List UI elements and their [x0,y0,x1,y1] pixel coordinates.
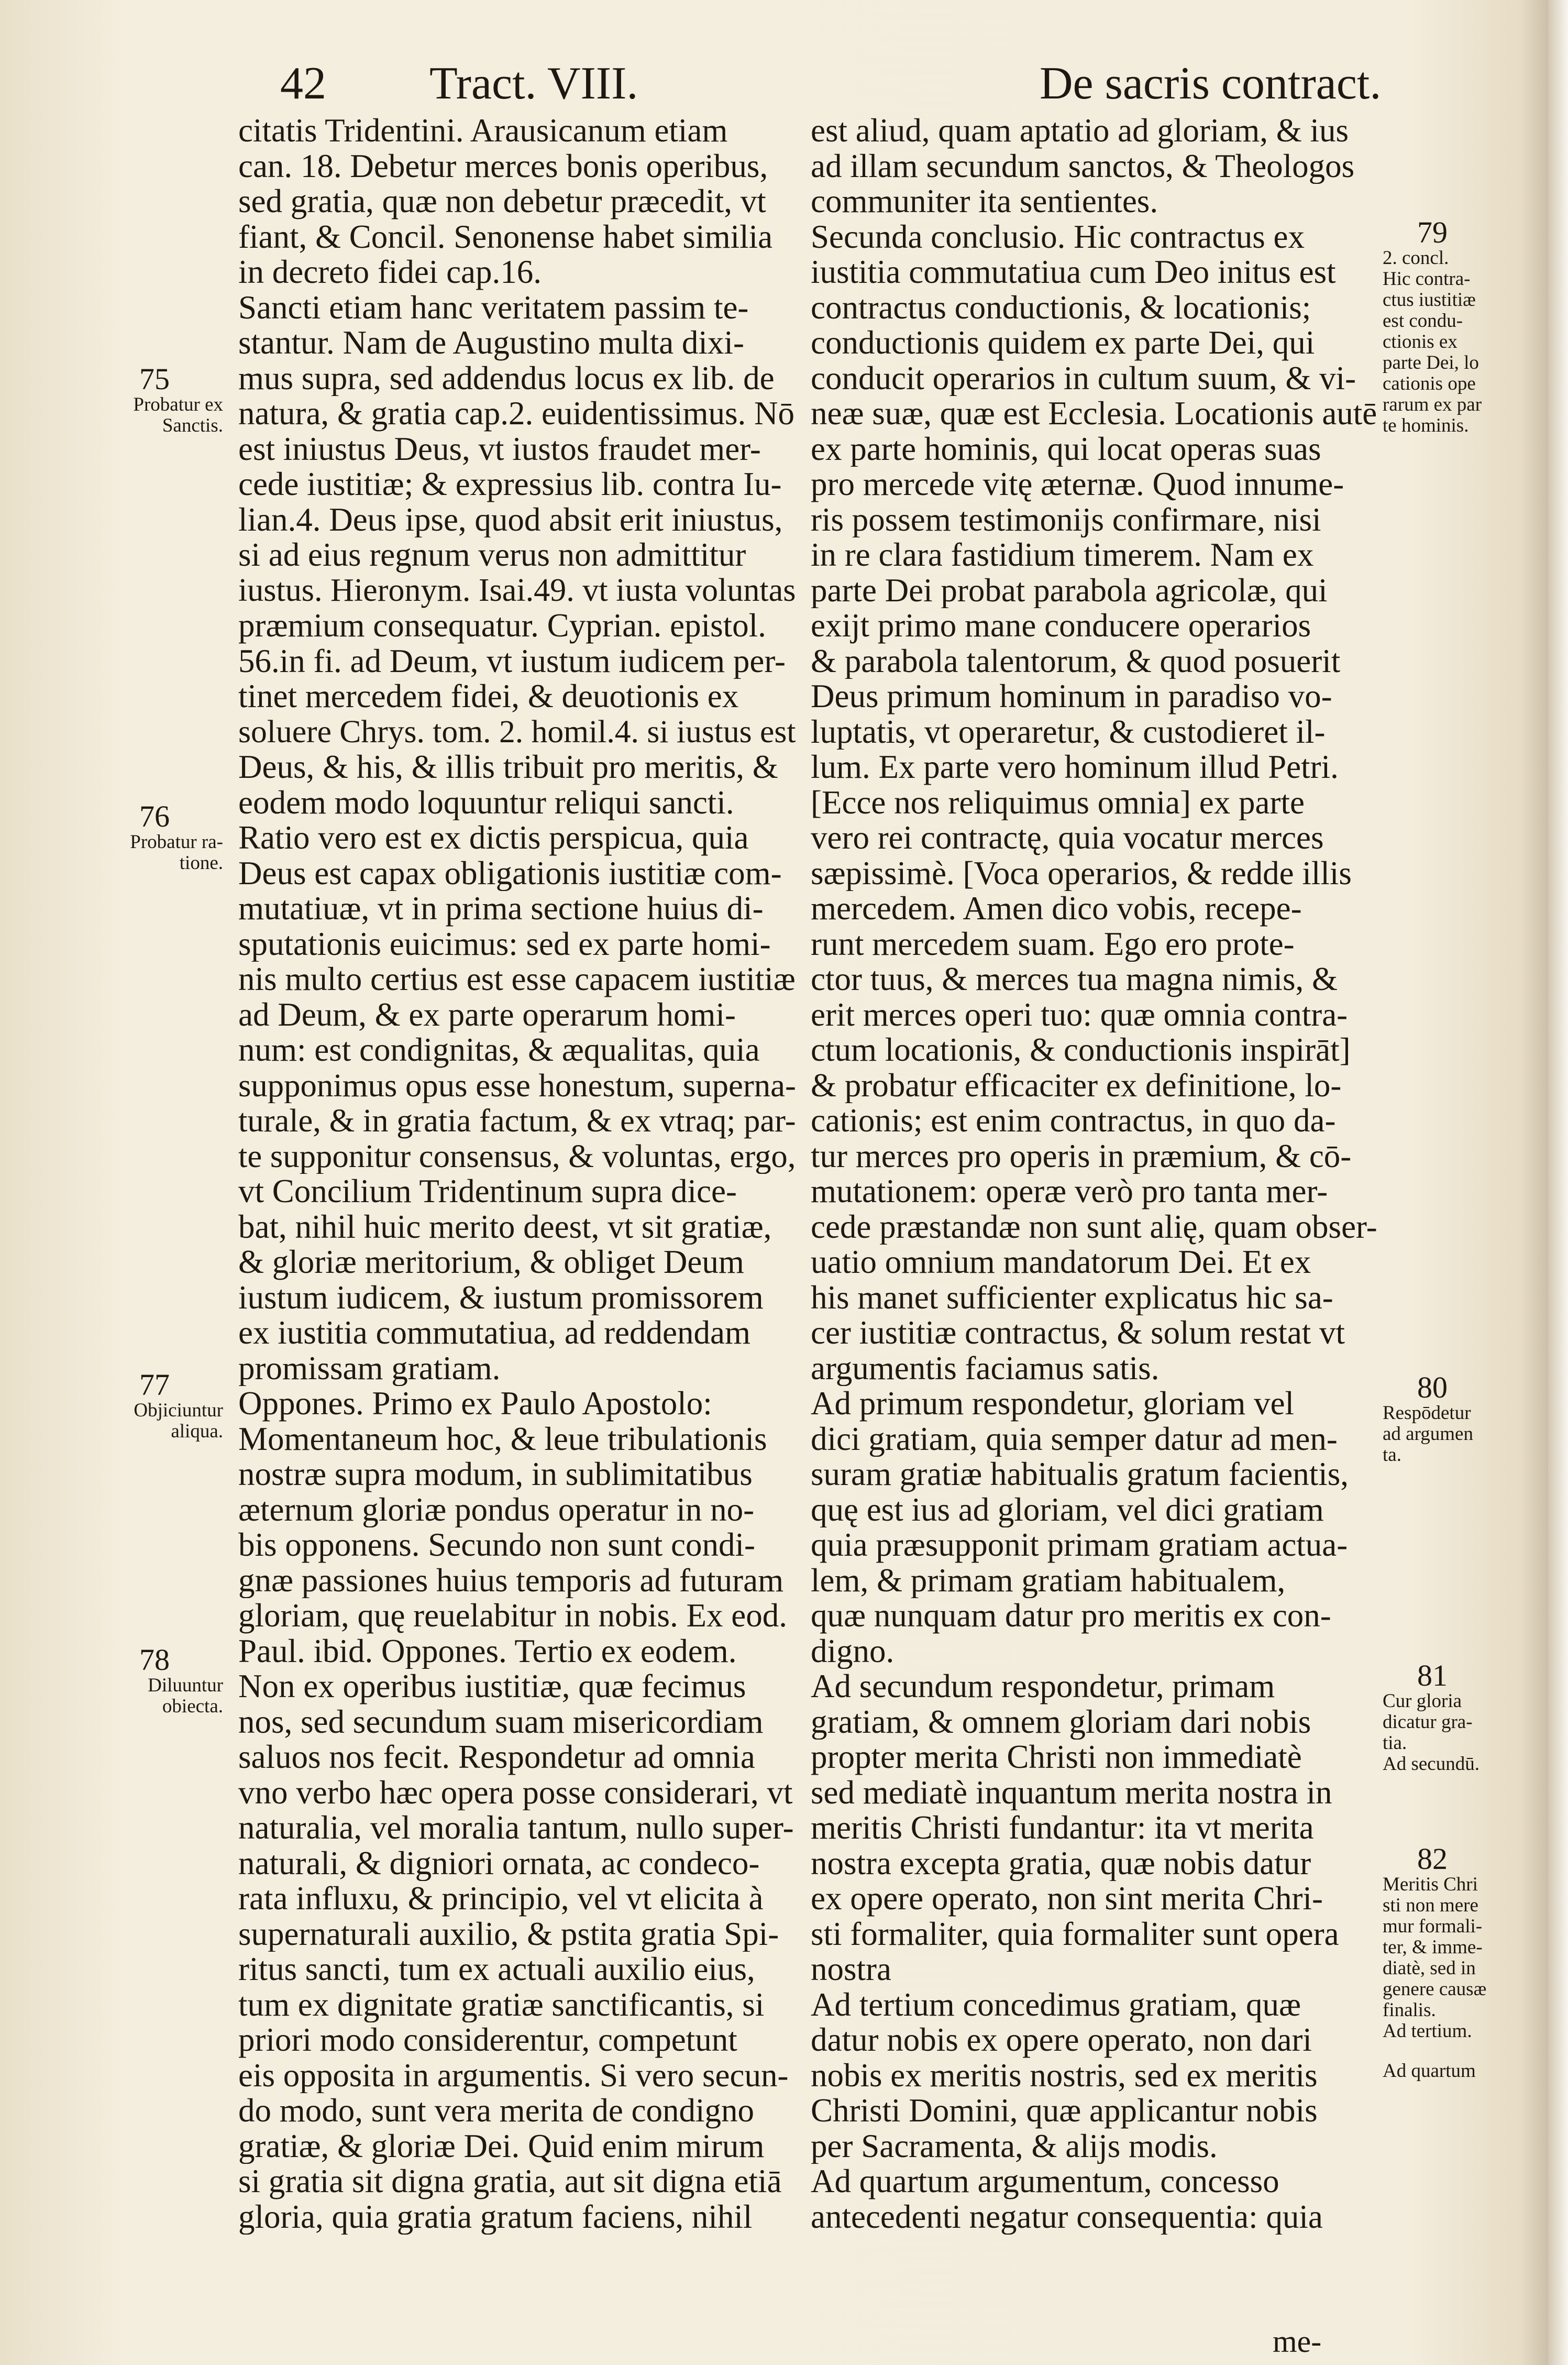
text-line: conductionis quidem ex parte Dei, qui [811,325,1315,361]
margin-note-line: Ad quartum [1383,2060,1476,2082]
margin-note-line: tione. [179,852,223,874]
text-line: cede præstandæ non sunt alię, quam obser- [811,1209,1377,1245]
text-line: communiter ita sentientes. [811,184,1158,219]
text-line: mutationem: operæ verò pro tanta mer- [811,1174,1328,1209]
text-line: iustitia commutatiua cum Deo initus est [811,255,1336,290]
text-line: cer iustitiæ contractus, & solum restat vt [811,1315,1345,1351]
text-line: te supponitur consensus, & voluntas, ergo, [238,1138,796,1174]
text-line: Ad quartum argumentum, concesso [811,2164,1279,2199]
text-line: supernaturali auxilio, & pstita gratia Spi- [238,1916,779,1952]
text-line: dici gratiam, quia semper datur ad men- [811,1421,1338,1457]
text-line: Ratio vero est ex dictis perspicua, quia [238,820,749,856]
text-line: Momentaneum hoc, & leue tribulationis [238,1421,767,1457]
margin-note-line: te hominis. [1383,415,1469,436]
text-line: gratiam, & omnem gloriam dari nobis [811,1704,1311,1740]
text-line: ex opere operato, non sint merita Chri- [811,1881,1323,1917]
paragraph-number: 77 [139,1368,170,1402]
margin-note [1383,217,1540,436]
text-line: lian.4. Deus ipse, quod absit erit iniustus, [238,502,783,537]
text-line: & parabola talentorum, & quod posuerit [811,643,1341,679]
text-line: can. 18. Debetur merces bonis operibus, [238,148,768,184]
margin-note [1383,1372,1540,1466]
text-line: Oppones. Primo ex Paulo Apostolo: [238,1386,712,1422]
margin-note-line: est condu- [1383,310,1463,332]
text-line: nos, sed secundum suam misericordiam [238,1704,764,1740]
page-number: 42 [280,58,326,109]
text-line: promissam gratiam. [238,1350,501,1386]
margin-note-line: ter, & imme- [1383,1937,1483,1958]
text-line: citatis Tridentini. Arausicanum etiam [238,113,728,149]
text-line: vno verbo hæc opera posse considerari, vt [238,1775,793,1810]
text-line: Deus, & his, & illis tribuit pro meritis, & [238,750,778,785]
text-line: mutatiuæ, vt in prima sectione huius di- [238,891,764,927]
text-line: gloriam, quę reuelabitur in nobis. Ex eod. [238,1598,787,1634]
text-line: num: est condignitas, & æqualitas, quia [238,1032,760,1068]
margin-note-line: parte Dei, lo [1383,352,1479,373]
text-line: tum ex dignitate gratiæ sanctificantis, si [238,1987,765,2022]
text-line: saluos nos fecit. Respondetur ad omnia [238,1740,755,1775]
text-line: erit merces operi tuo: quæ omnia contra- [811,997,1348,1032]
text-line: ctor tuus, & merces tua magna nimis, & [811,962,1338,997]
text-line: neæ suæ, quæ est Ecclesia. Locationis autē [811,396,1377,432]
margin-note-line: tia. [1383,1732,1407,1754]
text-line: sed mediatè inquantum merita nostra in [811,1775,1332,1810]
text-line: Ad primum respondetur, gloriam vel [811,1386,1295,1422]
margin-note-line: Ad tertium. [1383,2020,1472,2042]
text-line: argumentis faciamus satis. [811,1350,1160,1386]
margin-note-line: genere causæ [1383,1978,1487,2000]
text-line: naturali, & digniori ornata, ac condeco- [238,1845,760,1881]
text-line: lum. Ex parte vero hominum illud Petri. [811,750,1339,785]
text-line: contractus conductionis, & locationis; [811,290,1311,325]
margin-note-line: 2. concl. [1383,247,1449,269]
margin-note-line: Respōdetur [1383,1402,1471,1424]
margin-note-line: Meritis Chri [1383,1874,1478,1895]
text-line: datur nobis ex opere operato, non dari [811,2022,1312,2058]
text-line: gnæ passiones huius temporis ad futuram [238,1563,784,1598]
text-line: iustum iudicem, & iustum promissorem [238,1280,764,1315]
margin-note-line: ta. [1383,1444,1401,1466]
text-line: quę est ius ad gloriam, vel dici gratiam [811,1492,1324,1527]
text-line: Deus primum hominum in paradiso vo- [811,679,1332,714]
margin-note-line: ad argumen [1383,1423,1473,1445]
text-line: mercedem. Amen dico vobis, recepe- [811,891,1302,927]
text-line: vt Concilium Tridentinum supra dice- [238,1174,737,1209]
margin-note [1383,1660,1540,1775]
text-line: cede iustitiæ; & expressius lib. contra Iu- [238,467,782,502]
margin-note-line: Objiciuntur [134,1400,223,1421]
text-line: Paul. ibid. Oppones. Tertio ex eodem. [238,1633,737,1669]
margin-note-line: cationis ope [1383,373,1476,394]
text-line: ritus sancti, tum ex actuali auxilio eius, [238,1952,755,1987]
tract-heading: Tract. VIII. [429,58,638,109]
text-line: æternum gloriæ pondus operatur in no- [238,1492,755,1527]
paragraph-number: 76 [139,799,170,833]
text-line: sti formaliter, quia formaliter sunt opera [811,1916,1339,1952]
text-line: est aliud, quam aptatio ad gloriam, & ius [811,113,1349,149]
paragraph-number: 75 [139,362,170,396]
text-line: suram gratiæ habitualis gratum facientis, [811,1457,1349,1492]
margin-note [79,364,230,436]
text-line: in decreto fidei cap.16. [238,255,542,290]
left-text-column [238,113,796,2235]
text-line: do modo, sunt vera merita de condigno [238,2093,755,2129]
margin-note-line: obiecta. [162,1696,223,1717]
margin-note-line: ctus iustitiæ [1383,289,1476,311]
text-line: meritis Christi fundantur: ita vt merita [811,1810,1314,1846]
paragraph-number: 80 [1417,1370,1448,1404]
text-line: bat, nihil huic merito deest, vt sit gratiæ, [238,1209,772,1245]
text-line: tur merces pro operis in præmium, & cō- [811,1138,1352,1174]
text-line: exijt primo mane conducere operarios [811,608,1311,644]
text-line: soluere Chrys. tom. 2. homil.4. si iustus est [238,714,796,750]
text-line: naturalia, vel moralia tantum, nullo super- [238,1810,794,1846]
margin-note-line: Sanctis. [162,415,223,436]
margin-note-line: ctionis ex [1383,331,1457,353]
text-line: quæ nunquam datur pro meritis ex con- [811,1598,1331,1634]
right-text-column [811,113,1382,2235]
text-line: ad Deum, & ex parte operarum homi- [238,997,736,1032]
margin-note [79,1370,230,1442]
text-line: conducit operarios in cultum suum, & vi- [811,360,1356,396]
text-line: stantur. Nam de Augustino multa dixi- [238,325,744,361]
text-line: lem, & primam gratiam habitualem, [811,1563,1286,1598]
text-line: bis opponens. Secundo non sunt condi- [238,1527,755,1563]
text-line: & gloriæ meritorium, & obliget Deum [238,1245,744,1280]
text-line: gloria, quia gratia gratum faciens, nihil [238,2199,753,2235]
text-line: natura, & gratia cap.2. euidentissimus. Nō [238,396,794,432]
text-line: Non ex operibus iustitiæ, quæ fecimus [238,1669,746,1704]
page-edge [1548,0,1568,2365]
text-line: ex iustitia commutatiua, ad reddendam [238,1315,750,1351]
margin-note-line: Diluuntur [148,1675,223,1696]
margin-note-line: Cur gloria [1383,1690,1462,1712]
text-line: runt mercedem suam. Ego ero prote- [811,926,1295,962]
text-line: Secunda conclusio. Hic contractus ex [811,219,1305,255]
text-line: Deus est capax obligationis iustitiæ com- [238,855,782,891]
text-line: luptatis, vt operaretur, & custodieret il- [811,714,1326,750]
text-line: vero rei contractę, quia vocatur merces [811,820,1324,856]
text-line: nostra [811,1952,891,1987]
text-line: ad illam secundum sanctos, & Theologos [811,148,1355,184]
text-line: si ad eius regnum verus non admittitur [238,537,746,573]
text-line: antecedenti negatur consequentia: quia [811,2199,1323,2235]
text-line: quia præsupponit primam gratiam actua- [811,1527,1348,1563]
text-line: ex parte hominis, qui locat operas suas [811,431,1321,467]
text-line: rata influxu, & principio, vel vt elicita à [238,1881,764,1917]
paragraph-number: 81 [1417,1658,1448,1692]
margin-note-line: aliqua. [171,1421,223,1442]
margin-note-line: Ad secundū. [1383,1753,1479,1775]
margin-note [1383,1844,1540,2082]
text-line: per Sacramenta, & alijs modis. [811,2128,1218,2164]
text-line: his manet sufficienter explicatus hic sa- [811,1280,1333,1315]
catchword: me- [1273,2324,1322,2359]
margin-note-line: mur formali- [1383,1916,1483,1937]
text-line: in re clara fastidium timerem. Nam ex [811,537,1314,573]
text-line: pro mercede vitę æternæ. Quod innume- [811,467,1344,502]
text-line: tinet mercedem fidei, & deuotionis ex [238,679,739,714]
text-line: eodem modo loquuntur reliqui sancti. [238,785,734,820]
text-line: propter merita Christi non immediatè [811,1740,1302,1775]
text-line: præmium consequatur. Cyprian. epistol. [238,608,766,644]
text-line: nostræ supra modum, in sublimitatibus [238,1457,753,1492]
text-line: 56.in fi. ad Deum, vt iustum iudicem per- [238,643,786,679]
text-line: Sancti etiam hanc veritatem passim te- [238,290,749,325]
text-line: sæpissimè. [Voca operarios, & redde illis [811,855,1352,891]
text-line: est iniustus Deus, vt iustos fraudet mer- [238,431,761,467]
margin-note [79,1645,230,1717]
paragraph-number: 78 [139,1643,170,1677]
margin-note-line: finalis. [1383,1999,1436,2021]
margin-note-line: Probatur ex [133,394,223,415]
text-line: gratiæ, & gloriæ Dei. Quid enim mirum [238,2128,765,2164]
margin-note-line: dicatur gra- [1383,1711,1473,1733]
margin-note [79,801,230,874]
text-line: priori modo considerentur, competunt [238,2022,737,2058]
paragraph-number: 82 [1417,1842,1448,1876]
text-line: nostra excepta gratia, quæ nobis datur [811,1845,1311,1881]
text-line: ctum locationis, & conductionis inspirāt] [811,1032,1351,1068]
margin-note-line: Probatur ra- [130,831,223,853]
text-line: sed gratia, quæ non debetur præcedit, vt [238,184,766,219]
text-line: [Ecce nos reliquimus omnia] ex parte [811,785,1305,820]
text-line: sputationis euicimus: sed ex parte homi- [238,926,771,962]
text-line: ris possem testimonijs confirmare, nisi [811,502,1321,537]
text-line: fiant, & Concil. Senonense habet similia [238,219,773,255]
text-line: Christi Domini, quæ applicantur nobis [811,2093,1318,2129]
text-line: Ad tertium concedimus gratiam, quæ [811,1987,1301,2022]
text-line: supponimus opus esse honestum, superna- [238,1068,796,1103]
text-line: Ad secundum respondetur, primam [811,1669,1275,1704]
text-line: si gratia sit digna gratia, aut sit digna etiā [238,2164,782,2199]
text-line: nobis ex meritis nostris, sed ex meritis [811,2058,1318,2093]
text-line: mus supra, sed addendus locus ex lib. de [238,360,775,396]
paragraph-number: 79 [1417,215,1448,249]
margin-note-line: Hic contra- [1383,268,1471,290]
running-header [0,58,1568,115]
margin-note-line: sti non mere [1383,1895,1478,1916]
text-line: parte Dei probat parabola agricolæ, qui [811,573,1328,608]
text-line: nis multo certius est esse capacem iustitiæ [238,962,796,997]
text-line: turale, & in gratia factum, & ex vtraq; par- [238,1103,796,1139]
text-line: uatio omnium mandatorum Dei. Et ex [811,1245,1311,1280]
text-line: cationis; est enim contractus, in quo da- [811,1103,1336,1139]
text-line: & probatur efficaciter ex definitione, lo- [811,1068,1342,1103]
margin-note-line: rarum ex par [1383,394,1482,415]
text-line: iustus. Hieronym. Isai.49. vt iusta voluntas [238,573,796,608]
page-title: De sacris contract. [1040,58,1382,109]
text-line: eis opposita in argumentis. Si vero secun- [238,2058,789,2093]
margin-note-line: diatè, sed in [1383,1957,1476,1979]
text-line: digno. [811,1633,895,1669]
